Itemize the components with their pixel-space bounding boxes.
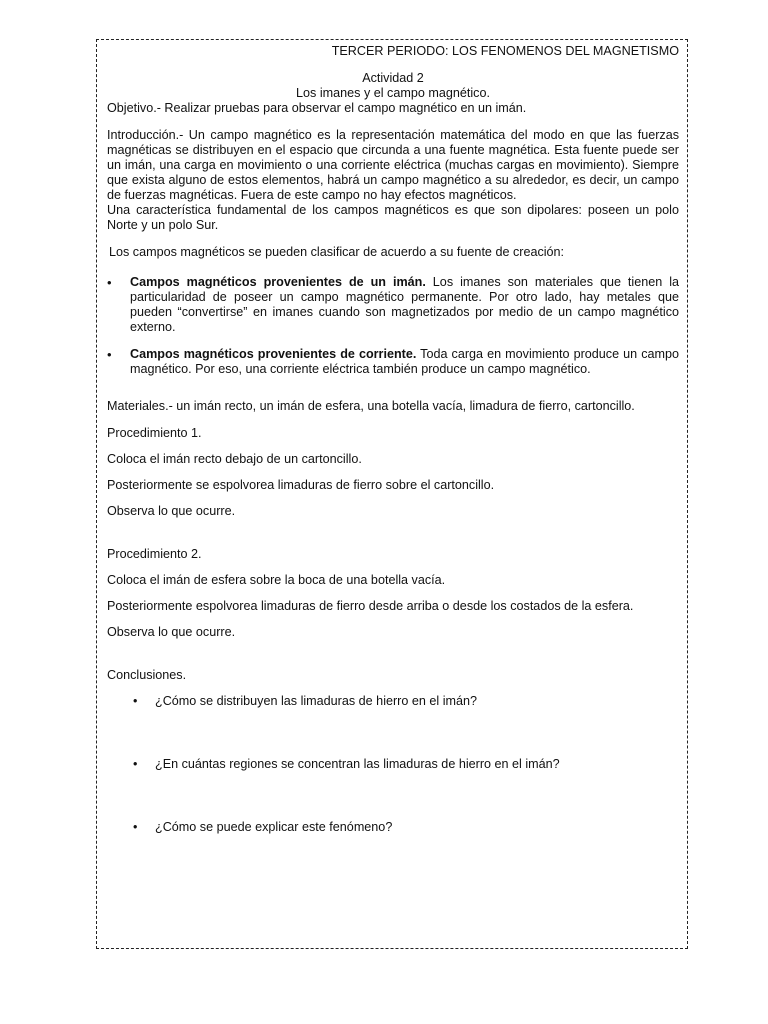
list-item (107, 347, 679, 377)
field-type-text: Los imanes son materiales que tienen la particularidad de poseer un campo magnético permanente. Por otro lado, hay metales que pueden “convertirse” en imanes cuando son magnetizados por medio de un campo magnético externo. (130, 275, 679, 334)
conclusion-questions (107, 694, 679, 835)
objective-text: Objetivo.- Realizar pruebas para observar el campo magnético en un imán. (107, 101, 527, 115)
procedure-2-step-3: Observa lo que ocurre. (107, 625, 236, 639)
question-text: ¿Cómo se puede explicar este fenómeno? (155, 820, 393, 834)
introduction-paragraph: Introducción.- Un campo magnético es la representación matemática del modo en que las fuerzas magnéticas se distribuyen en el espacio que circunda a una fuente magnética. Esta fuente puede ser un imán, una carga en movimiento o una corriente eléctrica (muchas cargas en movimiento). Siempre que exista alguno de estos elementos, habrá un campo magnético a su alrededor, es decir, un campo de fuerzas magnéticas. Fuera de este campo no hay efectos magnéticos. (107, 128, 679, 202)
procedure-2-step-2: Posteriormente espolvorea limaduras de fierro desde arriba o desde los costados de la esfera. (107, 599, 634, 613)
list-item (107, 694, 679, 709)
period-title: TERCER PERIODO: LOS FENOMENOS DEL MAGNETISMO (331, 44, 679, 58)
procedure-1-title: Procedimiento 1. (107, 426, 202, 440)
bullet-icon: • (133, 757, 138, 771)
procedure-1-step-1: Coloca el imán recto debajo de un cartoncillo. (107, 452, 362, 466)
field-types-list (107, 275, 679, 377)
classification-text: Los campos magnéticos se pueden clasificar de acuerdo a su fuente de creación: (109, 245, 565, 259)
procedure-1-step-3: Observa lo que ocurre. (107, 504, 236, 518)
procedure-2-step-1: Coloca el imán de esfera sobre la boca de una botella vacía. (107, 573, 446, 587)
procedure-1 (107, 426, 679, 519)
field-type-heading: Campos magnéticos provenientes de corriente. (130, 347, 417, 361)
field-type-heading: Campos magnéticos provenientes de un imán. (130, 275, 426, 289)
list-item (107, 820, 679, 835)
materials-text: Materiales.- un imán recto, un imán de esfera, una botella vacía, limadura de fierro, cartoncillo. (107, 399, 635, 413)
question-text: ¿En cuántas regiones se concentran las limaduras de hierro en el imán? (155, 757, 560, 771)
activity-subtitle: Los imanes y el campo magnético. (296, 86, 490, 100)
list-item (107, 275, 679, 335)
list-item (107, 757, 679, 772)
activity-title: Actividad 2 (362, 71, 424, 85)
procedure-1-step-2: Posteriormente se espolvorea limaduras de fierro sobre el cartoncillo. (107, 478, 495, 492)
bullet-icon: • (107, 347, 112, 362)
bullet-icon: • (107, 275, 112, 290)
bullet-icon: • (133, 820, 138, 834)
worksheet-content (107, 44, 679, 835)
bullet-icon: • (133, 694, 138, 708)
question-text: ¿Cómo se distribuyen las limaduras de hierro en el imán? (155, 694, 477, 708)
field-type-text: Toda carga en movimiento produce un campo magnético. Por eso, una corriente eléctrica también produce un campo magnético. (130, 347, 680, 376)
dipole-paragraph: Una característica fundamental de los campos magnéticos es que son dipolares: poseen un polo Norte y un polo Sur. (107, 203, 679, 232)
procedure-2-title: Procedimiento 2. (107, 547, 202, 561)
procedure-2 (107, 547, 679, 640)
conclusions-title: Conclusiones. (107, 668, 187, 682)
